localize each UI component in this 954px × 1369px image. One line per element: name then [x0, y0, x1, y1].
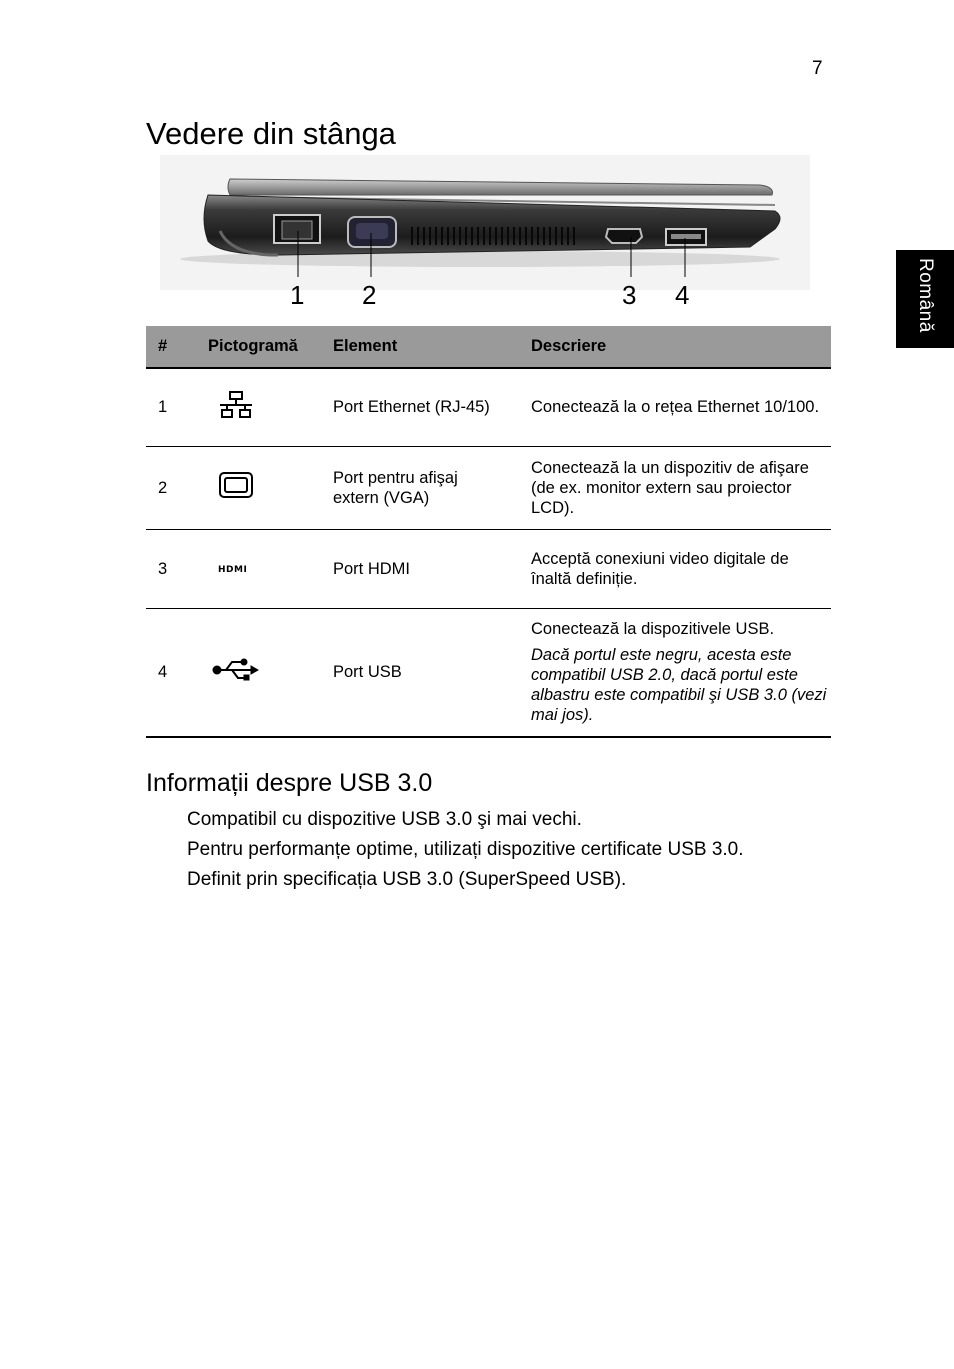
header-element: Element	[321, 326, 519, 368]
row-number: 3	[146, 529, 196, 608]
language-tab	[896, 250, 954, 348]
row-icon	[196, 529, 321, 608]
row-icon	[196, 608, 321, 737]
row-description	[519, 529, 831, 608]
row-description-text: Conectează la o rețea Ethernet 10/100.	[531, 398, 820, 417]
list-item: Compatibil cu dispozitive USB 3.0 şi mai vechi.	[187, 809, 582, 830]
header-number: #	[146, 326, 196, 368]
header-description: Descriere	[519, 326, 831, 368]
table-row	[146, 529, 831, 608]
page-number: 7	[812, 58, 823, 79]
row-icon	[196, 446, 321, 529]
table-row	[146, 446, 831, 529]
callout-2: 2	[362, 280, 377, 310]
hdmi-icon: HDMI	[218, 565, 248, 575]
row-description	[519, 368, 831, 446]
language-tab-label: Română	[915, 258, 936, 333]
row-element: Port Ethernet (RJ-45)	[321, 368, 519, 446]
row-description-note: Dacă portul este negru, acesta este compatibil USB 2.0, dacă portul este albastru este compatibil şi USB 3.0 (vezi mai jos).	[531, 646, 827, 725]
header-icon: Pictogramă	[196, 326, 321, 368]
list-item: Definit prin specificația USB 3.0 (SuperSpeed USB).	[187, 869, 627, 890]
row-description-text: Acceptă conexiuni video digitale de înaltă definiție.	[531, 549, 789, 588]
row-element: Port USB	[321, 608, 519, 737]
callout-3: 3	[622, 280, 637, 310]
callout-4: 4	[675, 280, 690, 310]
usb3-section-title: Informații despre USB 3.0	[146, 769, 433, 797]
hdmi-port-image	[606, 229, 642, 243]
table-row	[146, 368, 831, 446]
section-title: Vedere din stânga	[146, 116, 396, 151]
vga-icon	[218, 471, 254, 499]
row-element: Port HDMI	[321, 529, 519, 608]
usb3-info-list	[187, 808, 744, 898]
row-description	[519, 446, 831, 529]
row-description	[519, 608, 831, 737]
table-row	[146, 608, 831, 737]
row-element	[321, 446, 519, 529]
row-description-text: Conectează la dispozitivele USB.	[531, 620, 775, 639]
row-number: 4	[146, 608, 196, 737]
ports-table	[146, 326, 831, 738]
row-icon	[196, 368, 321, 446]
table-header-row	[146, 326, 831, 368]
ethernet-icon	[218, 390, 254, 420]
row-number: 1	[146, 368, 196, 446]
list-item: Pentru performanțe optime, utilizați dispozitive certificate USB 3.0.	[187, 839, 744, 860]
usb-icon	[212, 657, 260, 683]
callout-1: 1	[290, 280, 305, 310]
laptop-left-side-image	[160, 155, 810, 315]
row-number: 2	[146, 446, 196, 529]
row-description-text: Conectează la un dispozitiv de afişare (de ex. monitor extern sau proiector LCD).	[531, 458, 809, 517]
row-element-text: Port pentru afişaj extern (VGA)	[333, 468, 458, 507]
